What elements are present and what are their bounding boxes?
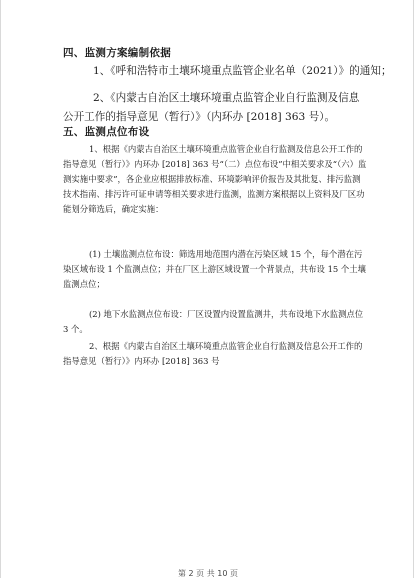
page-footer: 第 2 页 共 10 页 <box>178 569 238 578</box>
section-5-intro: 1、根据《内蒙古自治区土壤环境重点监管企业自行监测及信息公开工作的指导意见（暂行）》内环办 [2018] 363 号“（二）点位布设”中相关要求及“（六）监测实施中要求”，各企业应根据排放标准、环境影响评价报告及其批复、排污监测技术指南、排污许可证申请等相关要求进行监测，监测方案根据以上资料及厂区功能划分筛选后，确定实施： <box>63 144 367 214</box>
soil-monitoring-point: (1) 土壤监测点位布设：筛选用地范围内潜在污染区域 15 个，每个潜在污染区域布设 1 个监测点位；并在厂区上游区域设置一个背景点，共布设 15 个土壤监测点位； <box>63 249 367 289</box>
section-4-heading: 四、监测方案编制依据 <box>63 47 171 59</box>
section-5-item-2: 2、根据《内蒙古自治区土壤环境重点监管企业自行监测及信息公开工作的指导意见（暂行）》内环办 [2018] 363 号 <box>63 341 363 366</box>
section-4-item-2: 2、《内蒙古自治区土壤环境重点监管企业自行监测及信息公开工作的指导意见（暂行）》（内环办 [2018] 363 号）。 <box>63 92 360 123</box>
groundwater-monitoring-point: (2) 地下水监测点位布设：厂区设置内设置监测井，共布设地下水监测点位 3 个。 <box>63 309 364 334</box>
section-4-item-1: 1、《呼和浩特市土壤环境重点监管企业名单（2021）》的通知； <box>93 65 392 77</box>
section-5-heading: 五、监测点位布设 <box>63 126 150 138</box>
